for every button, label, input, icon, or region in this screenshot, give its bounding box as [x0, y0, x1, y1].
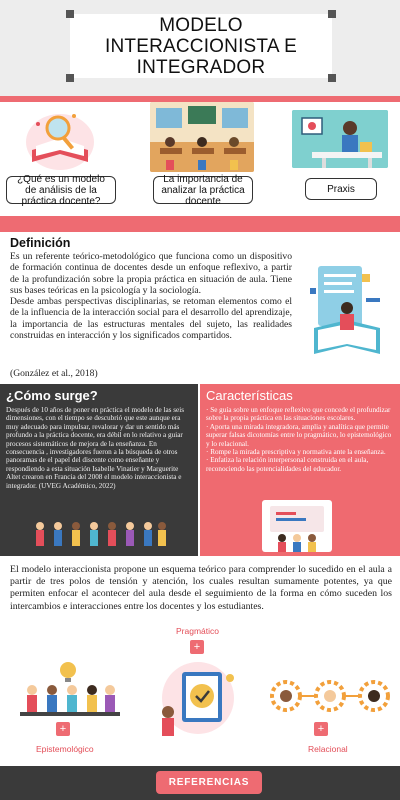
footer — [0, 766, 400, 800]
origin-title: ¿Cómo surge? — [6, 388, 98, 403]
accent-strip — [0, 216, 400, 232]
features-title: Características — [206, 388, 293, 403]
expand-epistemological-button[interactable]: + — [56, 722, 70, 736]
nav-row — [0, 102, 400, 214]
reading-illustration — [304, 258, 390, 370]
nav-button-importancia[interactable] — [153, 173, 253, 207]
page-title: MODELO INTERACCIONISTA E INTEGRADOR — [104, 14, 298, 78]
nav-button-label: La importancia de analizar la práctica docente — [161, 173, 245, 207]
pole-label-epistemological: Epistemológico — [36, 744, 94, 754]
people-illustration — [30, 518, 170, 552]
feature-item: · Enfatiza la relación interpersonal construida en el aula, reconociendo las potencialidades del educador. — [206, 456, 369, 473]
definition-text — [10, 251, 292, 341]
people-idea-illustration — [10, 660, 126, 718]
pole-label-pragmatic: Pragmático — [176, 626, 219, 636]
model-section — [0, 558, 400, 766]
model-text: El modelo interaccionista propone un esquema teórico para comprender lo sucedido en el aula a partir de tres polos de tensión y atención, los cuales resultan sumamente potentes, ya que permiten enfocar el acontecer del aula desde el seguimiento de la forma en cómo suceden los intercambios e interacciones entre los docentes y los estudiantes. — [10, 564, 392, 612]
corner-decoration — [328, 10, 336, 18]
nav-button-label: ¿Qué es un modelo de análisis de la práctica docente? — [17, 173, 105, 207]
references-button[interactable]: REFERENCIAS — [156, 771, 262, 794]
checklist-illustration — [148, 658, 248, 738]
definition-paragraph: Desde ambas perspectivas disciplinarias, se retoman elementos como el de la influencia de la interacción social para el desarrollo del aprendizaje, la importancia de las estructuras mentales del sujeto, las realidades construidas en interacción y los significados compartidos. — [10, 296, 292, 342]
teacher-desk-illustration — [292, 110, 388, 168]
origin-text: Después de 10 años de poner en práctica el modelo de las seis dimensiones, con el tiempo se descubrió que este aunque era muy adecuado para impulsar, revalorar y dar un sentido más profundo a la práctica docente, era débil en lo relativo a guiar procesos sistemáticos de mejora de la enseñanza. En consecuencia , investigadores fueron a la búsqueda de otros panoramas de el papel del discente como enseñante y respondiendo a esta situación Isabelle Vinatier y Marguerite Altet crearon en Francia del 2008 el modelo interaccionista e integrador. (UVEG Académico, 2022) — [6, 406, 185, 490]
definition-reference: (González et al., 2018) — [10, 368, 98, 379]
info-columns — [0, 384, 400, 556]
corner-decoration — [66, 74, 74, 82]
header — [0, 0, 400, 96]
feature-item: · Rompe la mirada prescriptiva y normativa ante la enseñanza. — [206, 448, 386, 457]
feature-item: · Aporta una mirada integradora, amplia y analítica que permite superar falsas dicotomías entre lo pragmático, lo epistemológico y lo relacional. — [206, 422, 392, 448]
feature-item: · Se guía sobre un enfoque reflexivo que concede el profundizar sobre la propia práctica en las situaciones escolares. — [206, 406, 391, 423]
definition-paragraph: Es un referente teórico-metodológico que funciona como un dispositivo de formación continua de docentes desde un enfoque reflexivo, a partir de la profundización sobre la propia práctica en situación de aula. Tiene sus bases teóricas en la psicología y la sociología. — [10, 251, 292, 296]
title-box — [70, 14, 332, 78]
features-panel — [200, 384, 400, 556]
corner-decoration — [66, 10, 74, 18]
classroom-illustration — [150, 102, 254, 172]
nav-button-praxis[interactable] — [305, 178, 377, 200]
network-illustration — [268, 666, 394, 724]
corner-decoration — [328, 74, 336, 82]
expand-pragmatic-button[interactable]: + — [190, 640, 204, 654]
pole-label-relational: Relacional — [308, 744, 348, 754]
nav-button-label: Praxis — [327, 183, 355, 195]
team-illustration — [262, 500, 332, 552]
definition-section — [0, 232, 400, 382]
origin-panel — [0, 384, 198, 556]
features-list — [206, 406, 396, 473]
nav-button-que-es[interactable] — [6, 173, 116, 207]
definition-title: Definición — [10, 236, 71, 250]
expand-relational-button[interactable]: + — [314, 722, 328, 736]
book-magnifier-illustration — [22, 106, 98, 172]
